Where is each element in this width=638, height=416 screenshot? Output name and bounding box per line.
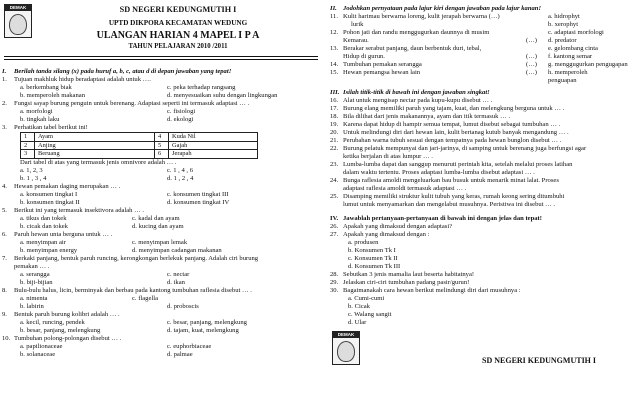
q30-number: 30.	[330, 287, 339, 294]
q5-opt-b: b. cicak dan tokek	[20, 223, 68, 230]
q2-opt-b: b. tingkah laku	[20, 116, 60, 123]
m14-number: 14.	[330, 61, 339, 68]
q3-text: Perhatikan tabel berikut ini!	[14, 124, 88, 131]
q4-opt-d: d. konsumen tingkat IV	[167, 199, 230, 206]
q8-opt-c: c. flagella	[132, 295, 158, 302]
q19-text: Karena dapat hidup di hampir semua tempat, lumut disebut sebagai tumbuhan … .	[343, 121, 561, 128]
m12-blank: (…)	[526, 37, 537, 44]
m-answer-e: e. gelombang cinta	[548, 45, 598, 52]
q30-sub-b: b. Cicak	[348, 303, 370, 310]
q3-opt-b: b. 1 , 3 , 4	[20, 175, 47, 182]
m-answer-b: b. xerophyt	[548, 21, 579, 28]
q23-text: Lumba-lumba dapat dan sanggup menuruti perintah kita, setelah melalui proses latihan	[343, 161, 573, 168]
q1-opt-a: a. berkembang biak	[20, 84, 72, 91]
q2-opt-a: a. morfologi	[20, 108, 53, 115]
q9-number: 9.	[2, 311, 7, 318]
q2-opt-d: d. ekologi	[167, 116, 194, 123]
table-cell: 1	[21, 133, 35, 142]
m13-number: 13.	[330, 45, 339, 52]
q25-number: 25.	[330, 193, 339, 200]
m-answer-g: g. menggugurkan pengugapan	[548, 61, 628, 68]
office-name: UPTD DIKPORA KECAMATAN WEDUNG	[108, 19, 248, 27]
m-answer-d: d. predator	[548, 37, 577, 44]
q10-opt-a: a. papilionaceae	[20, 343, 63, 350]
q27-sub-b: b. Konsumen Tk I	[348, 247, 396, 254]
exam-title: ULANGAN HARIAN 4 MAPEL I P A	[96, 30, 260, 41]
q21-text: Perubahan warna tubuh sesuai dengan tempatnya pada hewan bunglon disebut … .	[343, 137, 562, 144]
q30-sub-c: c. Walang sangit	[348, 311, 392, 318]
table-cell: Beruang	[35, 150, 155, 159]
q4-opt-c: c. konsumen tingkat III	[167, 191, 229, 198]
q17-text: Burung elang memiliki paruh yang tajam, kuat, dan melengkung berguna untuk … .	[343, 105, 565, 112]
q5-opt-a: a. tikus dan tokek	[20, 215, 67, 222]
table-cell: Ayam	[35, 133, 155, 142]
q7-opt-d: d. ikan	[167, 279, 185, 286]
q27-number: 27.	[330, 231, 339, 238]
q29-text: Jelaskan ciri-ciri tumbuhan padang pasir/gurun!	[343, 279, 470, 286]
m11-text-cont: lurik	[351, 21, 364, 28]
animal-table	[20, 132, 258, 159]
q30-text: Bagaimanakah cara hewan berikut melindungi diri dari musuhnya :	[343, 287, 521, 294]
q27-sub-a: a. produsen	[348, 239, 379, 246]
q2-text: Fungsi sayap burung penguin untuk berenang. Adaptasi seperti ini termasuk adaptasi … .	[14, 100, 250, 107]
m12-text-cont: Kemarau.	[343, 37, 369, 44]
footer-emblem-icon	[337, 341, 355, 362]
q20-number: 20.	[330, 129, 339, 136]
footer-demak-logo	[332, 331, 360, 365]
table-cell: 6	[155, 150, 169, 159]
section4-instruction: Jawablah pertanyaan-pertanyaan di bawah ini dengan jelas dan tepat!	[343, 215, 542, 222]
q9-opt-a: a. kecil, runcing, pendek	[20, 319, 85, 326]
m-answer-h: h. memperoleh	[548, 69, 588, 76]
m12-text: Pohon jati dan randu menggugurkan daunnya di musim	[343, 29, 490, 36]
q4-text: Hewan pemakan daging merupakan … .	[14, 183, 121, 190]
m13-blank: (…)	[526, 53, 537, 60]
m13-text: Berakar serabut panjang, daun berbentuk duri, tebal,	[343, 45, 482, 52]
m15-blank: (…)	[526, 69, 537, 76]
table-cell: Anjing	[35, 141, 155, 150]
q25-text: Disamping memiliki struktur kulit tubuh yang keras, rumah keong sering ditumbuhi	[343, 193, 565, 200]
q19-number: 19.	[330, 121, 339, 128]
q4-number: 4.	[2, 183, 7, 190]
q18-number: 18.	[330, 113, 339, 120]
table-row	[21, 150, 258, 159]
table-row	[21, 141, 258, 150]
emblem-icon	[9, 14, 27, 35]
q1-text: Tujuan makhluk hidup beradaptasi adalah untuk ….	[14, 76, 151, 83]
section3-roman: III.	[330, 89, 340, 96]
q22-number: 22.	[330, 145, 339, 152]
q9-opt-d: d. tajam, kuat, melengkung	[167, 327, 239, 334]
q24-text-cont: adaptasi raflesia amoldi termasuk adaptasi … .	[343, 185, 467, 192]
q27-sub-d: d. Konsumen Tk III	[348, 263, 401, 270]
section1-roman: I.	[2, 68, 7, 75]
table-cell: Jerapah	[169, 150, 258, 159]
section1-instruction: Berilah tanda silang (x) pada huruf a, b, c, atau d di depan jawaban yang tepat!	[14, 68, 232, 75]
m12-number: 12.	[330, 29, 339, 36]
q16-text: Alat untuk mengisap nectar pada kupu-kupu disebut … .	[343, 97, 493, 104]
q26-number: 26.	[330, 223, 339, 230]
q24-text: Bunga raflesia amoldi mengeluarkan bau busuk untuk menarik minat lalat. Proses	[343, 177, 559, 184]
footer-school-name: SD NEGERI KEDUNGMUTIH I	[482, 356, 597, 365]
q1-number: 1.	[2, 76, 7, 83]
q28-text: Sebutkan 3 jenis mamalia laut beserta habitatnya!	[343, 271, 475, 278]
q9-opt-b: b. besar, panjang, melengkung	[20, 327, 101, 334]
q23-number: 23.	[330, 161, 339, 168]
q3-opt-a: a. 1, 2, 3	[20, 167, 43, 174]
q6-opt-b: b. menyimpan energy	[20, 247, 78, 254]
table-cell: 2	[21, 141, 35, 150]
q9-text: Bentuk paruh burung kolibri adalah … .	[14, 311, 120, 318]
footer-logo-band: DEMAK	[333, 332, 359, 338]
q20-text: Untuk melindungi diri dari hewan lain, kulit bertanag kutub banyak mengandung … .	[343, 129, 569, 136]
m14-text: Tumbuhan pemakan serangga	[343, 61, 422, 68]
q10-opt-b: b. solanaceae	[20, 351, 56, 358]
q6-opt-d: d. menyimpan cadangan makanan	[132, 247, 222, 254]
q29-number: 29.	[330, 279, 339, 286]
section2-roman: II.	[330, 5, 337, 12]
m-answer-a: a. hidrophyt	[548, 13, 580, 20]
m15-text: Hewan pemangsa hewan lain	[343, 69, 421, 76]
q3-opt-c: c. 1 , 4 , 6	[167, 167, 194, 174]
school-year: TAHUN PELAJARAN 2010 /2011	[128, 43, 228, 50]
q5-opt-d: d. kucing dan ayam	[132, 223, 184, 230]
q8-opt-b: b. labirin	[20, 303, 44, 310]
q10-number: 10.	[2, 335, 11, 342]
q1-opt-b: b. memperoleh makanan	[20, 92, 85, 99]
q5-opt-c: c. kadal dan ayam	[132, 215, 180, 222]
q23-text-cont: dalam waktu tertentu. Proses adaptasi lumba-lumba disebut adaptasi … .	[343, 169, 535, 176]
q10-text: Tumbuhan polong-polongan disebut … .	[14, 335, 122, 342]
q27-text: Apakah yang dimaksud dengan :	[343, 231, 430, 238]
table-cell: Kuda Nil	[169, 133, 258, 142]
q28-number: 28.	[330, 271, 339, 278]
q10-opt-d: d. palmae	[167, 351, 193, 358]
q3-followup: Dari tabel di atas yang termasuk jenis omnivore adalah … .	[20, 159, 177, 166]
logo-band: DEMAK	[5, 5, 31, 11]
header-rule-thin	[4, 59, 318, 60]
m15-number: 15.	[330, 69, 339, 76]
q7-opt-c: c. nectar	[167, 271, 190, 278]
q8-opt-a: a. nimenta	[20, 295, 48, 302]
q2-number: 2.	[2, 100, 7, 107]
q9-opt-c: c. besar, panjang, melengkung	[167, 319, 247, 326]
q8-number: 8.	[2, 287, 7, 294]
q6-opt-a: a. menyimpan air	[20, 239, 66, 246]
m-answer-h-cont: penguapan	[548, 77, 577, 84]
q1-opt-d: d. menyesuaikan suhu dengan lingkungan	[167, 92, 278, 99]
m11-text: Kulit harimau berwarna loreng, kulit jerapah berwarna (…)	[343, 13, 500, 20]
q26-text: Apakah yang dimaksud dengan adaptasi?	[343, 223, 453, 230]
q21-number: 21.	[330, 137, 339, 144]
q10-opt-c: c. euphorbiaceae	[167, 343, 212, 350]
table-cell: 5	[155, 141, 169, 150]
q7-opt-b: b. biji-bijian	[20, 279, 53, 286]
section4-roman: IV.	[330, 215, 339, 222]
q16-number: 16.	[330, 97, 339, 104]
table-cell: 3	[21, 150, 35, 159]
q5-number: 5.	[2, 207, 7, 214]
q24-number: 24.	[330, 177, 339, 184]
q5-text: Berikut ini yang termasuk insektivora adalah … .	[14, 207, 145, 214]
q4-opt-b: b. konsumen tingkat II	[20, 199, 80, 206]
q6-text: Paruh hewan unta berguna untuk … .	[14, 231, 113, 238]
q7-number: 7.	[2, 255, 7, 262]
table-cell: Gajah	[169, 141, 258, 150]
m13-text-cont: Hidup di gurun.	[343, 53, 385, 60]
q22-text: Burung pelatuk mempunyai dan jari-jarinya, di samping untuk berenang juga berfungsi agar	[343, 145, 587, 152]
q18-text: Bila dilihat dari jenis makanannya, ayam dan itik termasuk … .	[343, 113, 510, 120]
table-row	[21, 133, 258, 142]
q30-sub-a: a. Cumi-cumi	[348, 295, 385, 302]
q6-number: 6.	[2, 231, 7, 238]
q4-opt-a: a. konsumen tingkat I	[20, 191, 78, 198]
q7-opt-a: a. serangga	[20, 271, 50, 278]
m14-blank: (…)	[526, 61, 537, 68]
demak-logo	[4, 4, 32, 38]
q8-opt-d: d. proboscis	[167, 303, 199, 310]
section2-instruction: Jodohkan pernyataan pada lajur kiri dengan jawaban pada lajur kanan!	[343, 5, 542, 12]
q27-sub-c: c. Konsumen Tk II	[348, 255, 398, 262]
q17-number: 17.	[330, 105, 339, 112]
q3-opt-d: d. 1 , 2 , 4	[167, 175, 194, 182]
q6-opt-c: c. menyimpan lemak	[132, 239, 188, 246]
table-cell: 4	[155, 133, 169, 142]
q2-opt-c: c. fisiologi	[167, 108, 196, 115]
school-name: SD NEGERI KEDUNGMUTIH I	[119, 5, 237, 14]
q30-sub-d: d. Ular	[348, 319, 367, 326]
q25-text-cont: lumut untuk menyamarkan dan mengelabui musuhnya. Peristiwa ini disebut … .	[343, 201, 556, 208]
q7-text-cont: pemakan … .	[14, 263, 50, 270]
q1-opt-c: c. peka terhadap rangsang	[167, 84, 236, 91]
section3-instruction: Isilah titik-titik di bawah ini dengan jawaban singkat!	[343, 89, 490, 96]
q7-text: Berkaki panjang, bentuk paruh runcing, kerongkongan berlekuk panjang. Adalah ciri burung	[14, 255, 259, 262]
m-answer-c: c. adaptasi morfologi	[548, 29, 604, 36]
header-rule-thick	[4, 56, 318, 57]
m11-number: 11.	[330, 13, 338, 20]
q3-number: 3.	[2, 124, 7, 131]
m-answer-f: f. kantong semar	[548, 53, 593, 60]
q8-text: Bulu-bulu halus, licin, berminyak dan berbau pada kantong tumbuhan raflesia disebut … .	[14, 287, 252, 294]
q22-text-cont: ketika berjalan di atas lumpur … .	[343, 153, 433, 160]
